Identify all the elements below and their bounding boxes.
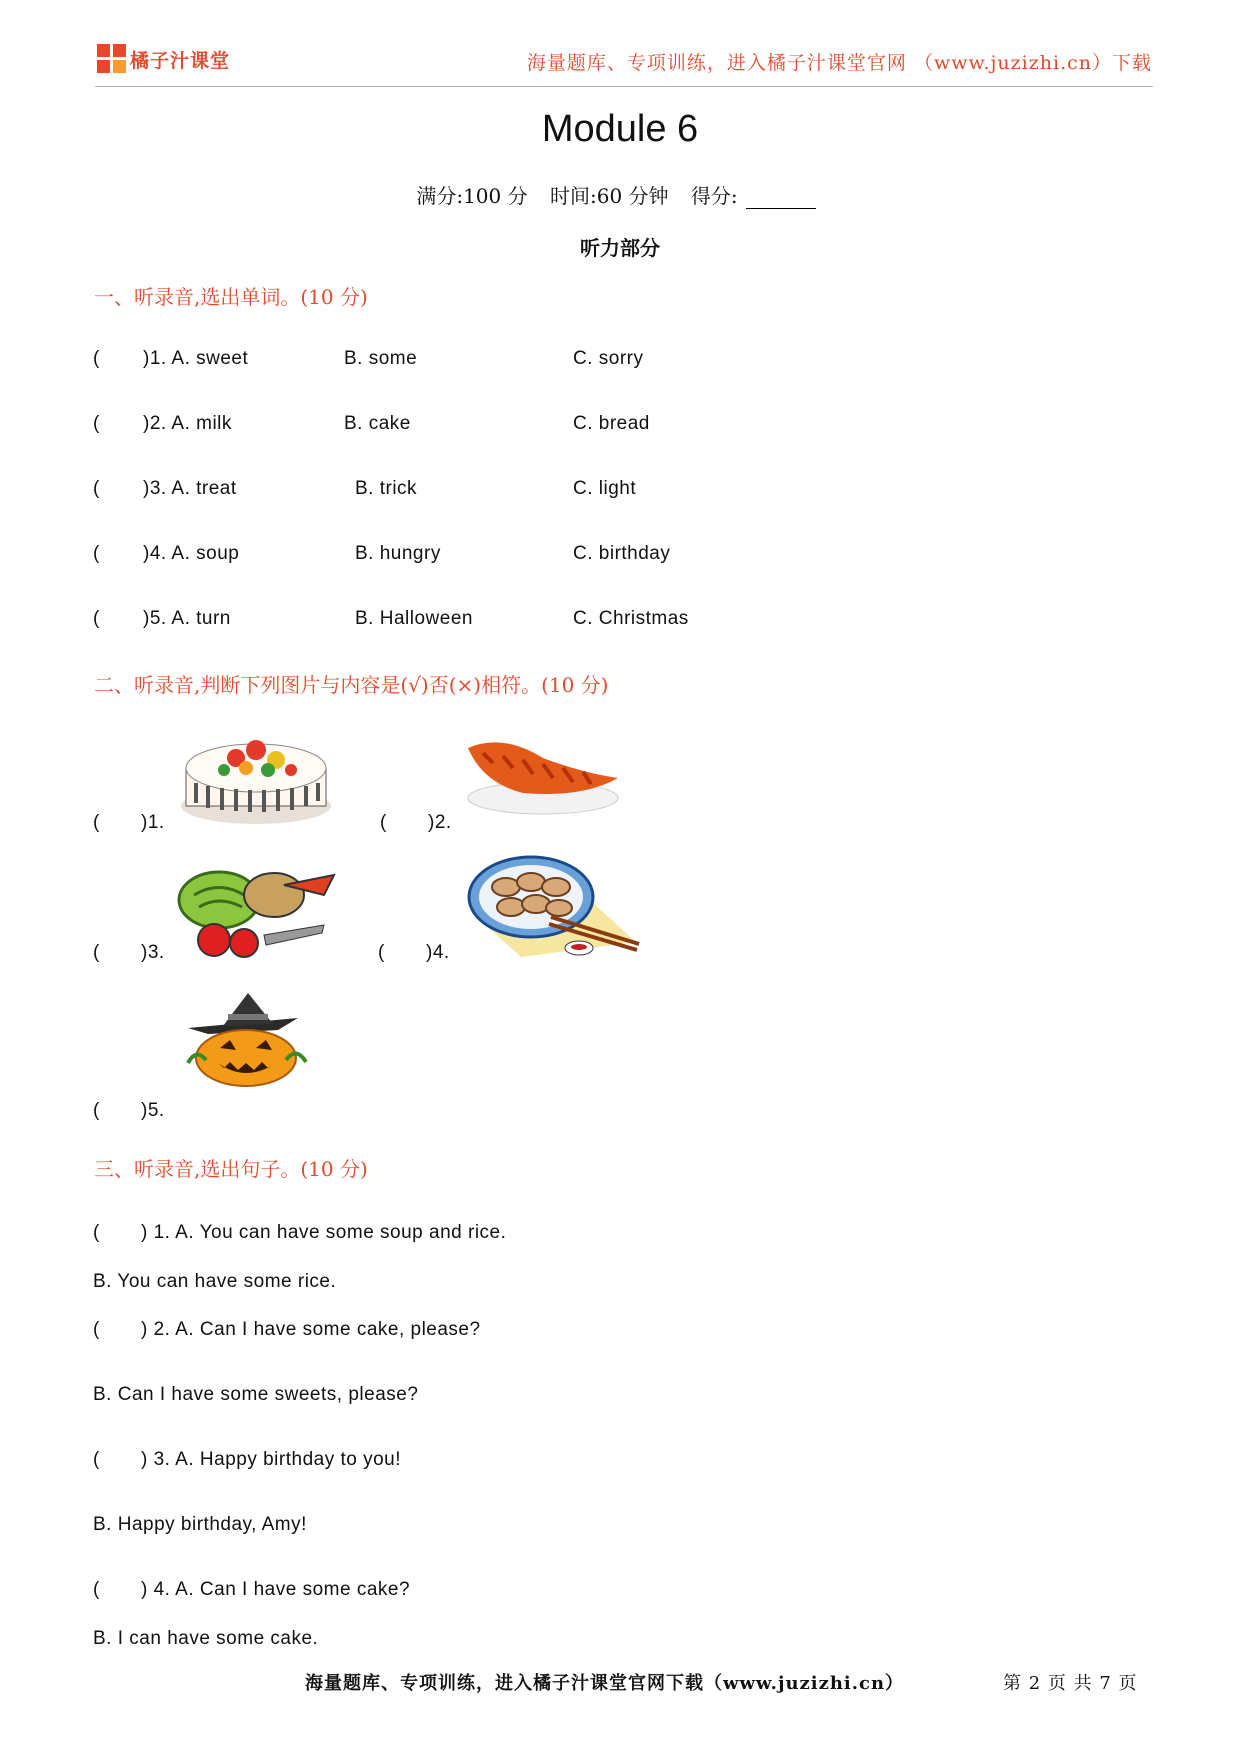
option-b: B. You can have some rice.	[93, 1271, 337, 1292]
answer-paren[interactable]: (	[93, 413, 100, 434]
exam-meta	[0, 180, 1240, 209]
answer-paren[interactable]: (	[93, 1449, 100, 1470]
option-b: B. Happy birthday, Amy!	[93, 1514, 307, 1535]
option-b: B. I can have some cake.	[93, 1628, 319, 1649]
option-a: ) 4. A. Can I have some cake?	[141, 1579, 411, 1600]
page-number: 第 2 页 共 7 页	[1003, 1673, 1138, 1694]
fried-fish-image	[463, 728, 623, 818]
option-b: B. Halloween	[355, 608, 473, 629]
answer-paren[interactable]: (	[93, 942, 100, 963]
option-a: )4. A. soup	[143, 543, 240, 564]
option-c: C. birthday	[573, 543, 671, 564]
option-a: ) 3. A. Happy birthday to you!	[141, 1449, 402, 1470]
option-a: )5. A. turn	[143, 608, 231, 629]
section2-title: 二、听录音,判断下列图片与内容是(√)否(×)相符。(10 分)	[94, 673, 609, 697]
part-title: 听力部分	[580, 236, 660, 260]
option-c: C. light	[573, 478, 637, 499]
option-a: ) 2. A. Can I have some cake, please?	[141, 1319, 481, 1340]
option-b: B. hungry	[355, 543, 441, 564]
answer-paren[interactable]: (	[93, 348, 100, 369]
option-a: ) 1. A. You can have some soup and rice.	[141, 1222, 507, 1243]
answer-paren[interactable]: (	[93, 1319, 100, 1340]
page-title: Module 6	[541, 108, 699, 150]
dumplings-image	[461, 852, 643, 960]
answer-paren[interactable]: (	[93, 543, 100, 564]
birthday-cake-image	[176, 728, 336, 828]
answer-paren[interactable]: (	[93, 812, 100, 833]
full-score: 满分:100 分	[416, 184, 528, 208]
item-label: )1.	[141, 812, 165, 833]
item-label: )2.	[428, 812, 452, 833]
vegetables-image	[174, 855, 339, 960]
brand-name: 橘子汁课堂	[130, 50, 231, 72]
option-a: )1. A. sweet	[143, 348, 249, 369]
item-label: )5.	[141, 1100, 165, 1121]
option-b: B. Can I have some sweets, please?	[93, 1384, 419, 1405]
option-a: )2. A. milk	[143, 413, 232, 434]
option-b: B. cake	[344, 413, 411, 434]
answer-paren[interactable]: (	[93, 1222, 100, 1243]
item-label: )3.	[141, 942, 165, 963]
time-limit: 时间:60 分钟	[549, 184, 669, 208]
header-site-link[interactable]: 海量题库、专项训练，进入橘子汁课堂官网 （www.juzizhi.cn）下载	[526, 52, 1152, 74]
score-blank[interactable]	[746, 188, 816, 209]
answer-paren[interactable]: (	[93, 1579, 100, 1600]
answer-paren[interactable]: (	[93, 478, 100, 499]
answer-paren[interactable]: (	[378, 942, 385, 963]
option-a: )3. A. treat	[143, 478, 237, 499]
answer-paren[interactable]: (	[93, 1100, 100, 1121]
answer-paren[interactable]: (	[93, 608, 100, 629]
option-c: C. bread	[573, 413, 650, 434]
item-label: )4.	[426, 942, 450, 963]
option-c: C. sorry	[573, 348, 644, 369]
section1-title: 一、听录音,选出单词。(10 分)	[94, 285, 368, 309]
option-b: B. trick	[355, 478, 418, 499]
answer-paren[interactable]: (	[380, 812, 387, 833]
section3-title: 三、听录音,选出句子。(10 分)	[94, 1157, 368, 1181]
footer-site-link[interactable]: 海量题库、专项训练，进入橘子汁课堂官网下载（www.juzizhi.cn）	[305, 1673, 905, 1694]
score-label: 得分:	[691, 184, 824, 208]
brand-logo-icon	[97, 44, 127, 74]
header-divider	[95, 86, 1153, 87]
option-c: C. Christmas	[573, 608, 689, 629]
halloween-pumpkin-image	[178, 988, 313, 1088]
option-b: B. some	[344, 348, 418, 369]
